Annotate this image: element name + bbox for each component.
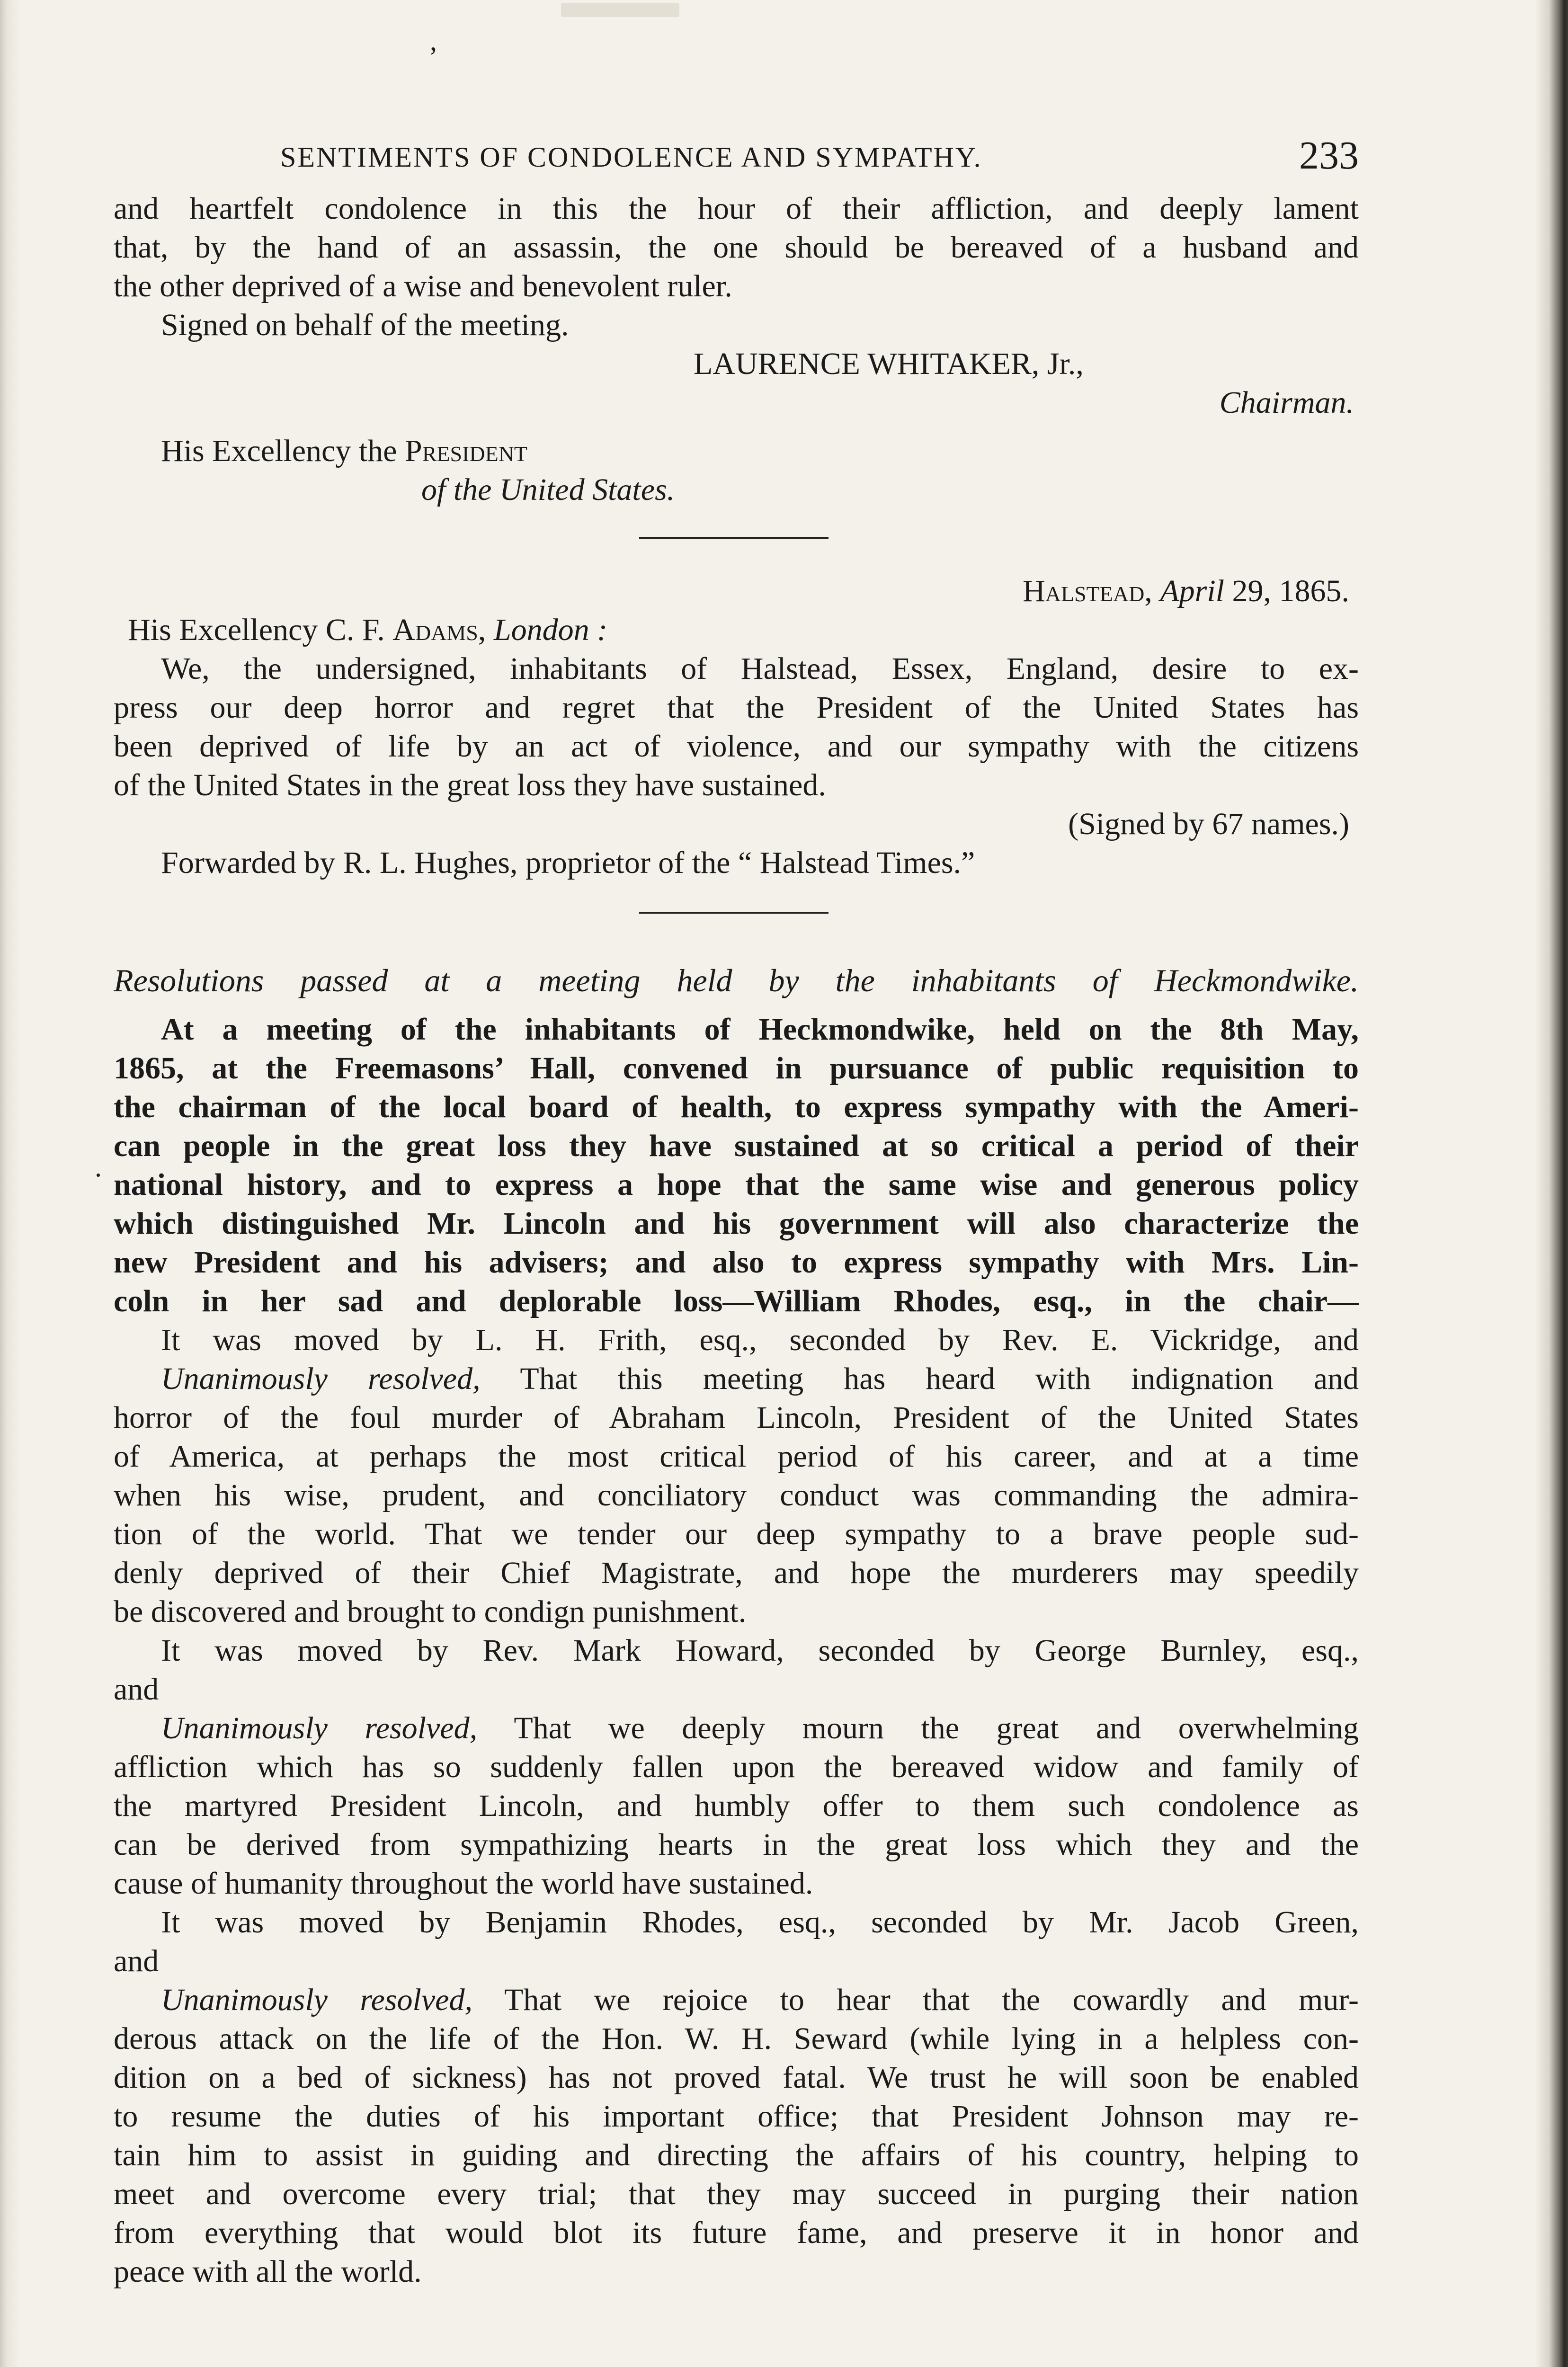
scan-edge-right [1535, 0, 1568, 2367]
scan-edge-left [0, 0, 20, 2367]
heckmondwike-resolutions [114, 961, 1359, 2291]
motion-line: and [114, 1672, 159, 1707]
resolution-first-line [114, 1709, 1359, 1748]
stray-mark-top: ’ [428, 41, 438, 72]
running-head: SENTIMENTS OF CONDOLENCE AND SYMPATHY. [280, 142, 982, 173]
text-line: of the United States in the great loss they have sustained. [114, 768, 826, 802]
stray-mark-left: . [95, 1151, 102, 1183]
addressee-line-2-text: of the United States. [421, 472, 675, 507]
text-line: cause of humanity throughout the world have sustained. [114, 1866, 813, 1901]
addressee-name: Adams, [392, 613, 486, 647]
text-line: meet and overcome every trial; that they may succeed in purging their nation [114, 2177, 1359, 2211]
text-line: the chairman of the local board of health, to express sympathy with the Ameri- [114, 1090, 1359, 1124]
addressee-title: President [404, 434, 528, 468]
letter-whitaker [114, 189, 1359, 509]
text-line: national history, and to express a hope that the same wise and generous policy [114, 1167, 1359, 1202]
resolution-first-line [114, 1360, 1359, 1398]
text-line: be discovered and brought to condign punishment. [114, 1594, 747, 1629]
dateline-rest: 29, 1865. [1232, 574, 1349, 608]
resolved-label: Unanimously resolved, [161, 1711, 478, 1745]
text-line: when his wise, prudent, and conciliatory conduct was commanding the admira- [114, 1478, 1359, 1513]
forwarded-line: Forwarded by R. L. Hughes, proprietor of the “ Halstead Times.” [161, 845, 975, 880]
text-line: of America, at perhaps the most critical period of his career, and at a time [114, 1439, 1359, 1474]
addressee-prefix: His Excellency C. F. [128, 613, 393, 647]
signed-count: (Signed by 67 names.) [1068, 807, 1349, 841]
section-title: Resolutions passed at a meeting held by the inhabitants of Heckmondwike. [114, 962, 1359, 998]
dateline-month: April [1160, 574, 1224, 608]
text-line: derous attack on the life of the Hon. W. H. Seward (while lying in a helpless con- [114, 2021, 1359, 2056]
text-line: We, the undersigned, inhabitants of Halstead, Essex, England, desire to ex- [161, 651, 1359, 686]
text-line: press our deep horror and regret that the President of the United States has [114, 690, 1359, 725]
text-line: peace with all the world. [114, 2254, 422, 2289]
text-line: coln in her sad and deplorable loss—William Rhodes, esq., in the chair— [114, 1284, 1359, 1318]
text-line: been deprived of life by an act of violence, and our sympathy with the citizens [114, 729, 1359, 764]
page-body [114, 133, 1359, 2291]
text-line: At a meeting of the inhabitants of Heckmondwike, held on the 8th May, [161, 1012, 1359, 1047]
text-line: to resume the duties of his important office; that President Johnson may re- [114, 2099, 1359, 2134]
text-line: tain him to assist in guiding and directing the affairs of his country, helping to [114, 2138, 1359, 2172]
signer-name: LAURENCE WHITAKER, Jr., [694, 347, 1084, 381]
text-line: horror of the foul murder of Abraham Lincoln, President of the United States [114, 1400, 1359, 1435]
signer-title-text: Chairman. [1219, 385, 1354, 420]
resolved-label: Unanimously resolved, [161, 1361, 481, 1396]
text-line: that, by the hand of an assassin, the one should be bereaved of a husband and [114, 230, 1359, 265]
motion-line: and [114, 1944, 159, 1978]
signer-title [114, 383, 1359, 422]
resolution-first-line [114, 1981, 1359, 2020]
addressee-prefix: His Excellency the [161, 434, 405, 468]
addressee-line [114, 432, 1359, 471]
text-line: can be derived from sympathizing hearts in the great loss which they and the [114, 1827, 1359, 1862]
text-line: tion of the world. That we tender our deep sympathy to a brave people sud- [114, 1517, 1359, 1551]
letter-halstead [114, 572, 1359, 882]
text-line: the other deprived of a wise and benevolent ruler. [114, 269, 732, 303]
resolution-text: That this meeting has heard with indignation and [480, 1361, 1359, 1396]
text-line: affliction which has so suddenly fallen upon the bereaved widow and family of [114, 1750, 1359, 1784]
smudge-mark [561, 3, 679, 17]
resolution-text: That we deeply mourn the great and overwhelming [477, 1711, 1359, 1745]
text-line: and heartfelt condolence in this the hour of their affliction, and deeply lament [114, 191, 1359, 226]
resolution-text: That we rejoice to hear that the cowardly and mur- [472, 1983, 1359, 2017]
page-header [114, 133, 1359, 189]
addressee-line-2 [114, 471, 1359, 509]
text-line: the martyred President Lincoln, and humbly offer to them such condolence as [114, 1789, 1359, 1823]
intro-paragraph [114, 1010, 1359, 1321]
section-divider [639, 537, 829, 539]
section-divider [639, 912, 829, 914]
addressee-city: London : [493, 613, 608, 647]
text-line: denly deprived of their Chief Magistrate, and hope the murderers may speedily [114, 1556, 1359, 1590]
text-line: which distinguished Mr. Lincoln and his government will also characterize the [114, 1206, 1359, 1241]
text-line: can people in the great loss they have sustained at so critical a period of their [114, 1129, 1359, 1163]
motion-line: It was moved by L. H. Frith, esq., seconded by Rev. E. Vickridge, and [161, 1323, 1359, 1357]
signed-line: Signed on behalf of the meeting. [161, 308, 569, 342]
motion-line: It was moved by Benjamin Rhodes, esq., seconded by Mr. Jacob Green, [161, 1905, 1359, 1940]
dateline [114, 572, 1359, 611]
motion-line: It was moved by Rev. Mark Howard, seconded by George Burnley, esq., [161, 1633, 1359, 1668]
page-number: 233 [1299, 133, 1359, 178]
dateline-place: Halstead, [1023, 574, 1152, 608]
text-line: dition on a bed of sickness) has not proved fatal. We trust he will soon be enabled [114, 2060, 1359, 2095]
text-line: 1865, at the Freemasons’ Hall, convened in pursuance of public requisition to [114, 1051, 1359, 1086]
addressee-line [114, 611, 1359, 650]
text-line: from everything that would blot its future fame, and preserve it in honor and [114, 2216, 1359, 2250]
resolved-label: Unanimously resolved, [161, 1983, 472, 2017]
text-line: new President and his advisers; and also to express sympathy with Mrs. Lin- [114, 1245, 1359, 1280]
